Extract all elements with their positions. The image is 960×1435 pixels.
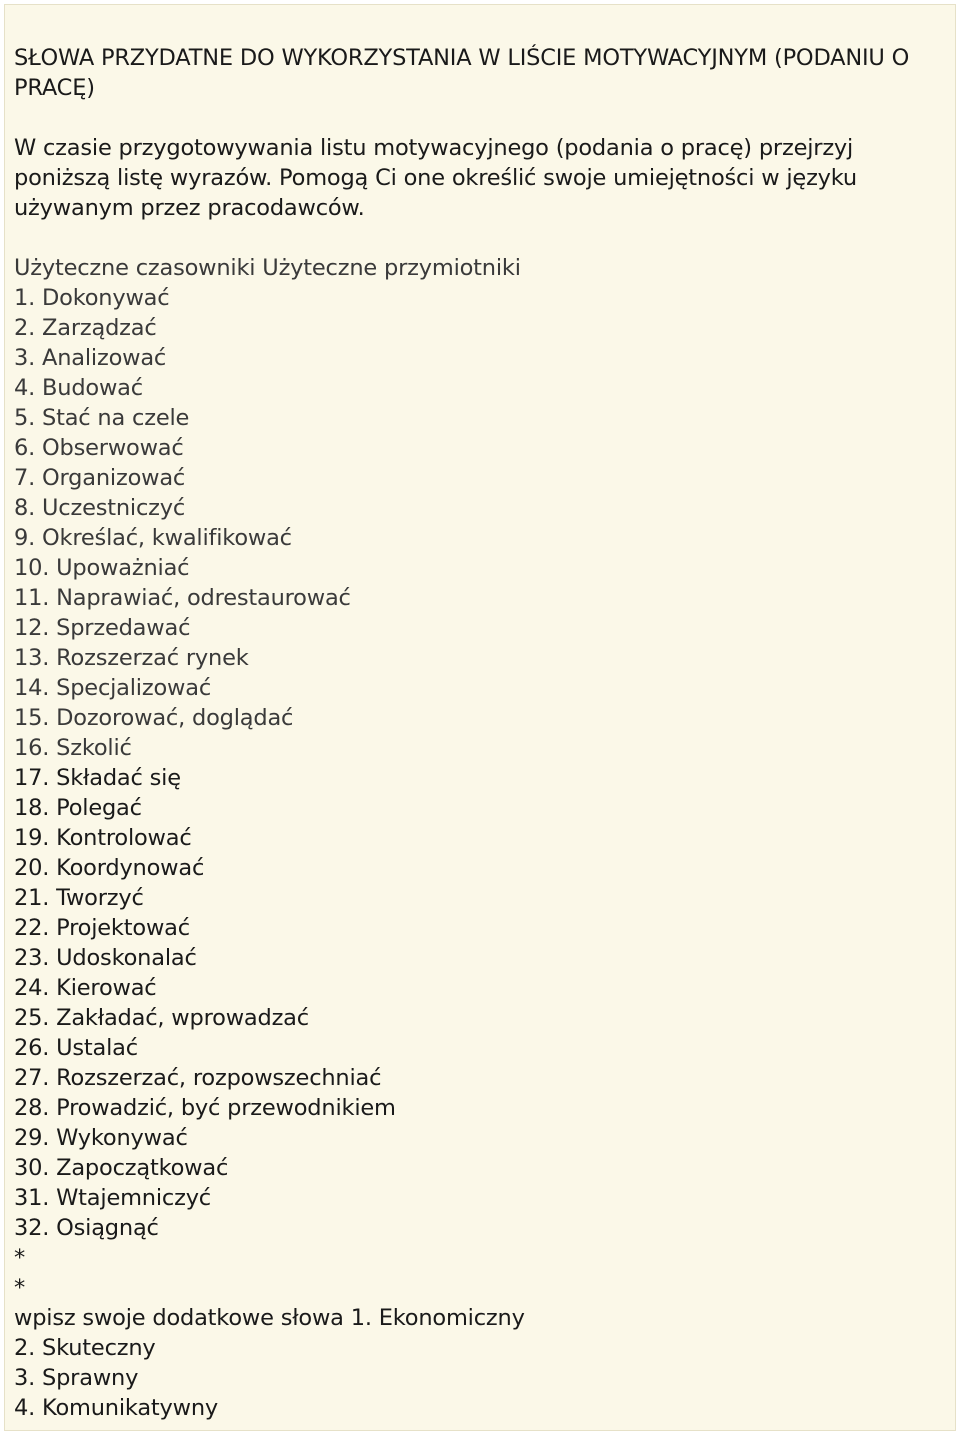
list-item: 19. Kontrolować	[14, 825, 192, 851]
list-item: 17. Składać się	[14, 765, 181, 791]
list-item: 9. Określać, kwalifikować	[14, 525, 292, 551]
list-item: 7. Organizować	[14, 465, 186, 491]
document-page	[4, 4, 956, 1431]
list-item: 5. Stać na czele	[14, 405, 190, 431]
list-item: 24. Kierować	[14, 975, 157, 1001]
list-item: 13. Rozszerzać rynek	[14, 645, 249, 671]
adjective-list	[14, 1333, 944, 1423]
list-item: 15. Dozorować, doglądać	[14, 705, 294, 731]
list-item: 29. Wykonywać	[14, 1125, 188, 1151]
list-item: 31. Wtajemniczyć	[14, 1185, 211, 1211]
list-item: 28. Prowadzić, być przewodnikiem	[14, 1095, 396, 1121]
section-heading: Użyteczne czasowniki Użyteczne przymiotniki	[14, 255, 521, 281]
list-item: 30. Zapoczątkować	[14, 1155, 229, 1181]
list-item: 4. Budować	[14, 375, 143, 401]
extra-words-line: wpisz swoje dodatkowe słowa 1. Ekonomiczny	[14, 1305, 525, 1331]
list-item: 22. Projektować	[14, 915, 190, 941]
list-item: 11. Naprawiać, odrestaurować	[14, 585, 351, 611]
list-item: 2. Skuteczny	[14, 1335, 156, 1361]
list-item: 18. Polegać	[14, 795, 142, 821]
list-item: 6. Obserwować	[14, 435, 184, 461]
list-item: 10. Upoważniać	[14, 555, 190, 581]
list-item: 12. Sprzedawać	[14, 615, 191, 641]
list-item: 23. Udoskonalać	[14, 945, 197, 971]
list-item: 14. Specjalizować	[14, 675, 211, 701]
list-item: 16. Szkolić	[14, 735, 132, 761]
placeholder-star: *	[14, 1275, 26, 1301]
list-item: 2. Zarządzać	[14, 315, 157, 341]
list-item: 3. Analizować	[14, 345, 167, 371]
list-item: 20. Koordynować	[14, 855, 205, 881]
verb-list-part-2	[14, 763, 944, 1243]
verb-list-part-1	[14, 283, 944, 763]
list-item: 3. Sprawny	[14, 1365, 139, 1391]
list-item: 21. Tworzyć	[14, 885, 144, 911]
placeholder-star: *	[14, 1245, 26, 1271]
list-item: 8. Uczestniczyć	[14, 495, 186, 521]
list-item: 26. Ustalać	[14, 1035, 138, 1061]
list-item: 1. Dokonywać	[14, 285, 170, 311]
intro-paragraph: W czasie przygotowywania listu motywacyjnego (podania o pracę) przejrzyj poniższą listę wyrazów. Pomogą Ci one określić swoje umiejętności w języku używanym przez pracodawców.	[14, 135, 857, 221]
list-item: 4. Komunikatywny	[14, 1395, 219, 1421]
list-item: 32. Osiągnąć	[14, 1215, 159, 1241]
document-content	[14, 43, 944, 1423]
list-item: 25. Zakładać, wprowadzać	[14, 1005, 309, 1031]
document-title: SŁOWA PRZYDATNE DO WYKORZYSTANIA W LIŚCIE MOTYWACYJNYM (PODANIU O PRACĘ)	[14, 45, 910, 101]
list-item: 27. Rozszerzać, rozpowszechniać	[14, 1065, 382, 1091]
